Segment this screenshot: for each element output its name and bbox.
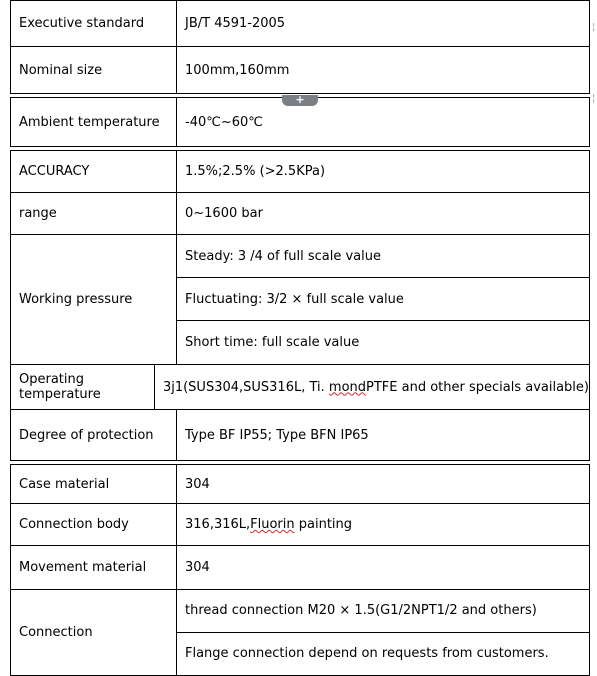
table-row <box>10 365 590 410</box>
plus-icon: + <box>295 93 305 106</box>
row-label: Movement material <box>11 546 177 589</box>
row-label: ACCURACY <box>11 151 177 192</box>
sub-value-flange: Flange connection depend on requests from customers. <box>185 646 549 662</box>
row-label: Ambient temperature <box>11 98 177 146</box>
table-row <box>10 150 590 193</box>
row-value: 1.5%;2.5% (>2.5KPa) <box>185 164 326 179</box>
table-row <box>10 504 590 546</box>
row-value: 304 <box>185 476 210 492</box>
row-label: Working pressure <box>11 235 177 364</box>
sub-value-short-time: Short time: full scale value <box>185 335 360 350</box>
value-text: 316,316L, <box>185 517 251 532</box>
row-value: JB/T 4591-2005 <box>185 16 286 31</box>
sub-value-steady: Steady: 3 /4 of full scale value <box>177 235 589 278</box>
row-label: Degree of protection <box>11 410 177 460</box>
table-row <box>10 590 590 676</box>
value-text: PTFE and other specials available) <box>366 379 589 395</box>
table-row <box>10 0 590 47</box>
add-row-button[interactable] <box>282 95 318 106</box>
row-label: Connection body <box>11 504 177 545</box>
row-label: Executive standard <box>11 1 177 46</box>
table-row <box>10 193 590 235</box>
edge-marker: ¦ <box>592 22 596 33</box>
table-row <box>10 235 590 365</box>
row-value <box>177 504 589 545</box>
row-label: Nominal size <box>11 47 177 93</box>
table-row <box>10 47 590 94</box>
row-value: 100mm,160mm <box>185 62 290 78</box>
row-value: 304 <box>185 560 210 575</box>
value-text: painting <box>294 517 353 532</box>
edge-marker: ¦ <box>592 93 596 104</box>
table-row <box>10 464 590 504</box>
table-row <box>10 410 590 461</box>
sub-value-thread: thread connection M20 × 1.5(G1/2NPT1/2 and others) <box>177 590 589 633</box>
row-value-group <box>177 235 589 364</box>
row-value-group <box>177 590 589 675</box>
row-label: range <box>11 193 177 234</box>
value-text: 3j1(SUS304,SUS316L, Ti. <box>162 379 329 395</box>
sub-value-fluctuating: Fluctuating: 3/2 × full scale value <box>177 278 589 321</box>
spellcheck-word: mond <box>328 379 367 395</box>
row-value: -40℃~60℃ <box>185 114 263 130</box>
row-value: Type BF IP55; Type BFN IP65 <box>185 427 369 443</box>
row-label: Operating temperature <box>11 365 155 409</box>
row-value: 0~1600 bar <box>185 206 263 221</box>
spellcheck-word: Fluorin <box>250 517 295 532</box>
row-value <box>155 365 589 409</box>
row-label: Case material <box>11 465 177 503</box>
table-row <box>10 546 590 590</box>
row-label: Connection <box>11 590 177 675</box>
